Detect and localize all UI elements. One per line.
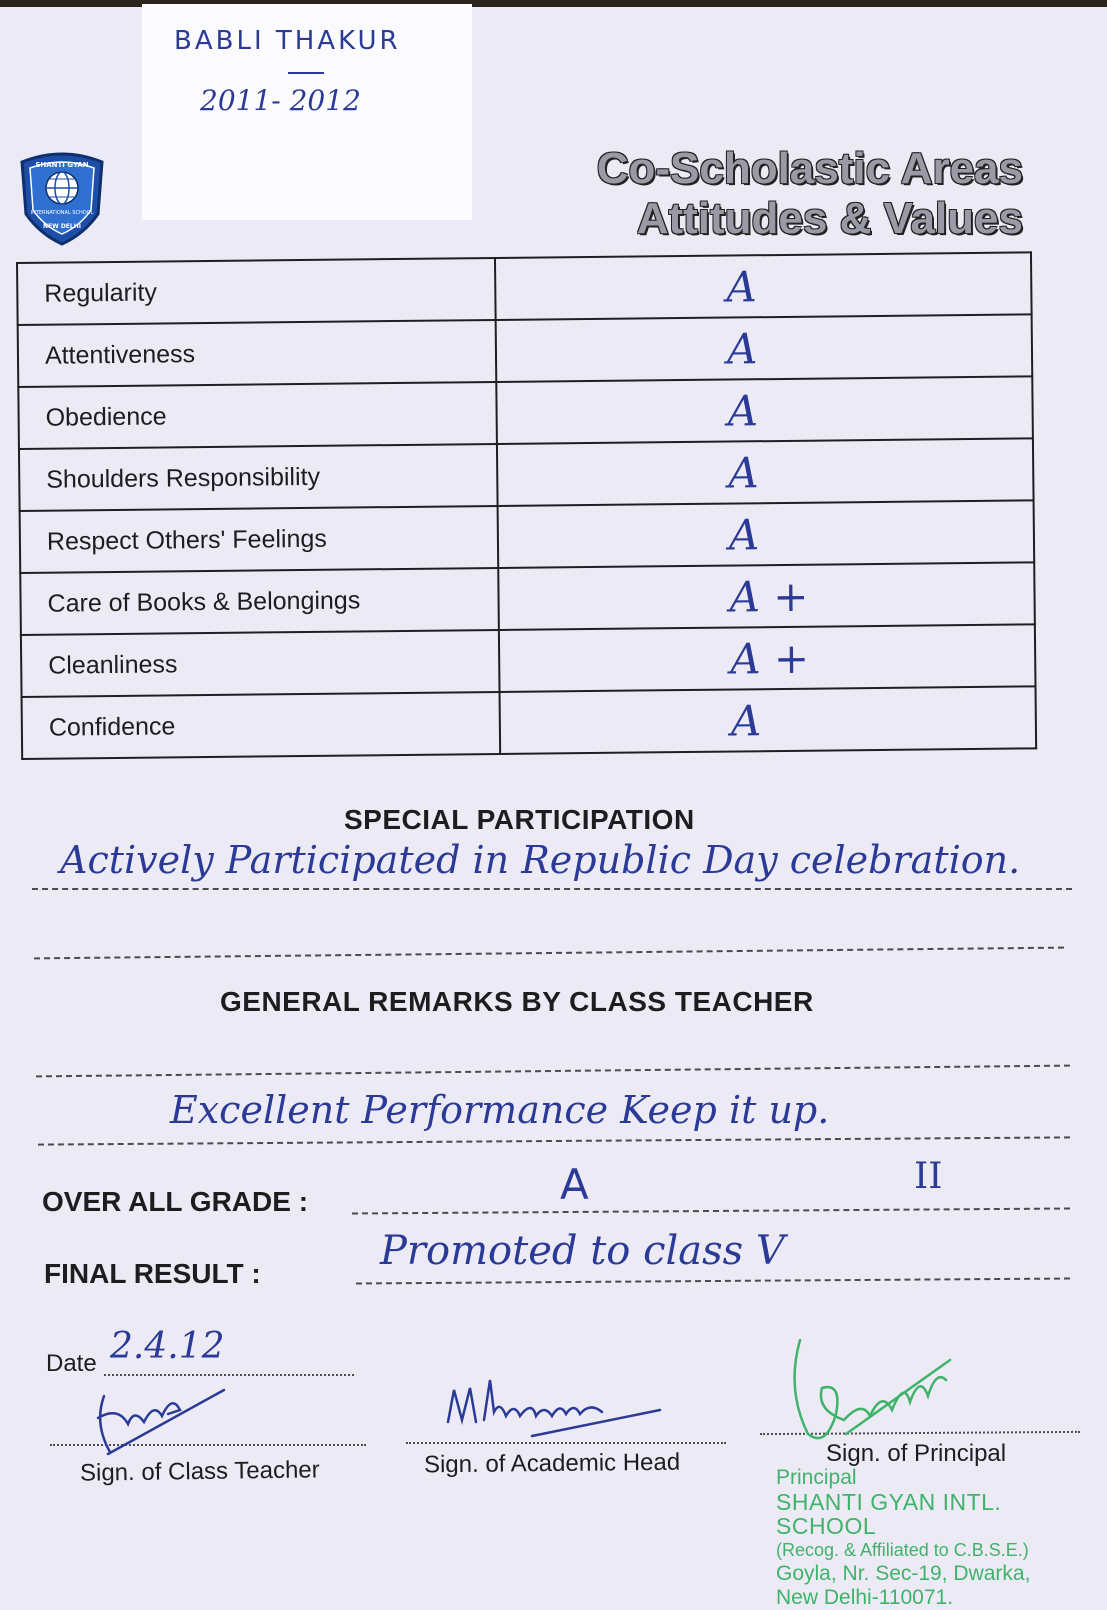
logo-mid-text: INTERNATIONAL SCHOOL <box>30 210 94 216</box>
stamp-recognition: (Recog. & Affiliated to C.B.S.E.) <box>776 1540 1029 1560</box>
attribute-cell: Cleanliness <box>21 630 500 697</box>
table-row <box>22 686 1037 759</box>
logo-top-text: SHANTI GYAN <box>35 161 89 169</box>
special-participation-title: SPECIAL PARTICIPATION <box>344 804 695 835</box>
dashed-line <box>36 1065 1070 1078</box>
dashed-line <box>34 947 1064 960</box>
academic-head-sign-label: Sign. of Academic Head <box>423 1448 681 1479</box>
heading-line-2: Attitudes & Values <box>636 194 1023 243</box>
attribute-cell: Regularity <box>17 258 496 325</box>
final-result-label: FINAL RESULT : <box>44 1258 261 1289</box>
grade-cell: A <box>496 376 1033 444</box>
overall-grade-mark: II <box>914 1156 943 1197</box>
grade-cell: A <box>496 314 1033 382</box>
grade-cell: A <box>500 686 1037 754</box>
stamp-school-name: SHANTI GYAN INTL. SCHOOL <box>776 1489 1002 1539</box>
attribute-cell: Attentiveness <box>18 320 497 387</box>
academic-head-signature-icon <box>440 1372 670 1452</box>
attribute-cell: Obedience <box>18 382 497 449</box>
principal-sign-label: Sign. of Principal <box>826 1440 1007 1467</box>
stamp-address-2: New Delhi-110071. <box>776 1586 954 1609</box>
stamp-title: Principal <box>776 1466 857 1489</box>
general-remarks-text: Excellent Performance Keep it up. <box>170 1088 830 1132</box>
logo-bottom-text: NEW DELHI <box>43 223 81 230</box>
dotted-line <box>104 1374 354 1376</box>
page-heading <box>597 144 1023 244</box>
class-teacher-signature-icon <box>88 1384 238 1464</box>
attribute-cell: Care of Books & Belongings <box>20 568 499 635</box>
attribute-cell: Respect Others' Feelings <box>20 506 499 573</box>
attribute-cell: Shoulders Responsibility <box>19 444 498 511</box>
table-row <box>17 252 1032 325</box>
table-row <box>18 376 1033 449</box>
table-row <box>21 624 1036 697</box>
grade-cell: A <box>495 252 1032 320</box>
student-name: BABLI THAKUR <box>174 26 401 56</box>
grade-cell: A + <box>498 562 1035 630</box>
grade-cell: A <box>497 438 1034 506</box>
class-teacher-sign-label: Sign. of Class Teacher <box>79 1456 320 1487</box>
table-row <box>20 562 1035 635</box>
sticky-note <box>142 4 472 220</box>
table-row <box>20 500 1035 573</box>
date-value: 2.4.12 <box>110 1326 225 1367</box>
dashed-line <box>352 1207 1070 1214</box>
dashed-line <box>38 1136 1070 1145</box>
special-participation-text: Actively Participated in Republic Day celebration. <box>60 838 1021 882</box>
stamp-address-1: Goyla, Nr. Sec-19, Dwarka, <box>776 1562 1031 1585</box>
attribute-cell: Confidence <box>22 692 501 759</box>
general-remarks-title: GENERAL REMARKS BY CLASS TEACHER <box>220 986 814 1017</box>
note-strike-mark <box>288 72 324 74</box>
grade-cell: A + <box>499 624 1036 692</box>
grade-cell: A <box>498 500 1035 568</box>
school-logo-icon <box>14 148 110 248</box>
overall-grade-label: OVER ALL GRADE : <box>42 1186 309 1217</box>
table-row <box>18 314 1033 387</box>
final-result-value: Promoted to class V <box>380 1228 785 1274</box>
overall-grade-value: A <box>560 1160 589 1209</box>
school-stamp <box>776 1466 1107 1610</box>
date-label: Date <box>46 1350 97 1377</box>
values-table <box>16 251 1037 760</box>
academic-year: 2011- 2012 <box>200 84 361 117</box>
dashed-line <box>356 1278 1070 1285</box>
principal-signature-icon <box>786 1330 956 1450</box>
table-row <box>19 438 1034 511</box>
dashed-line <box>32 888 1072 890</box>
heading-line-1: Co-Scholastic Areas <box>596 144 1023 193</box>
